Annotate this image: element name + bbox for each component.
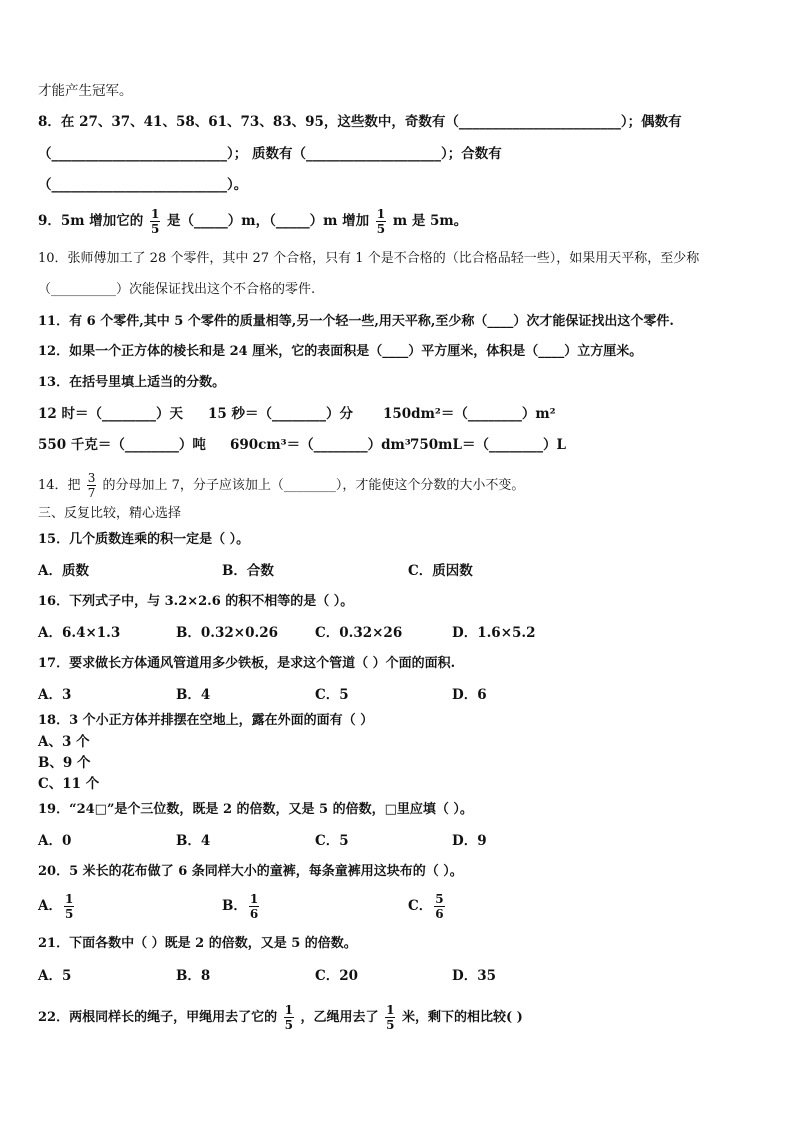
question-12: 12．如果一个正方体的棱长和是 24 厘米，它的表面积是（____）平方厘米，体积是（____）立方厘米。 bbox=[38, 344, 643, 359]
q14-text-2: 的分母加上 7，分子应该加上（________），才能使这个分数的大小不变。 bbox=[102, 478, 525, 493]
q17-option-a[interactable]: A．3 bbox=[38, 687, 72, 703]
numerator: 1 bbox=[64, 892, 74, 906]
question-8-line2: （__________________________）； 质数有（____________________）；合数有 bbox=[38, 146, 502, 162]
q13-item-d: 550 千克＝（________）吨 bbox=[38, 437, 206, 453]
fraction bbox=[249, 892, 259, 921]
q9-text-2: 是（_____）m，（_____）m 增加 bbox=[167, 213, 370, 229]
q17-option-d[interactable]: D．6 bbox=[452, 687, 487, 703]
option-letter: C． bbox=[408, 898, 433, 914]
numerator: 1 bbox=[376, 207, 386, 221]
question-19-stem: 19．“24□”是个三位数，既是 2 的倍数，又是 5 的倍数，□里应填（ ）。 bbox=[38, 802, 473, 817]
q20-option-c[interactable] bbox=[408, 892, 447, 921]
fraction bbox=[376, 207, 386, 236]
q13-item-b: 15 秒＝（________）分 bbox=[208, 406, 353, 422]
question-8-line3: （__________________________）。 bbox=[38, 177, 248, 193]
denominator: 5 bbox=[386, 1018, 395, 1032]
q22-text-2: ，乙绳用去了 bbox=[300, 1010, 379, 1025]
q13-item-e: 690cm³＝（________）dm³ bbox=[230, 437, 411, 453]
option-letter: A． bbox=[38, 898, 62, 914]
question-8-line1: 8．在 27、37、41、58、61、73、83、95，这些数中，奇数有（________________________）；偶数有 bbox=[38, 114, 682, 130]
fraction bbox=[64, 892, 74, 921]
denominator: 5 bbox=[376, 222, 386, 236]
question-11: 11．有 6 个零件,其中 5 个零件的质量相等,另一个轻一些,用天平称,至少称（____）次才能保证找出这个零件. bbox=[38, 314, 674, 329]
q13-item-c: 150dm²＝（________）m² bbox=[383, 406, 556, 422]
q19-option-a[interactable]: A．0 bbox=[38, 833, 72, 849]
question-15-stem: 15．几个质数连乘的积一定是（ ）。 bbox=[38, 532, 250, 547]
option-letter: B． bbox=[222, 898, 247, 914]
numerator: 1 bbox=[386, 1003, 395, 1017]
numerator: 1 bbox=[284, 1003, 293, 1017]
question-10-line2: （__________）次能保证找出这个不合格的零件. bbox=[38, 282, 316, 297]
question-22 bbox=[38, 1003, 523, 1032]
q15-option-b[interactable]: B．合数 bbox=[222, 563, 274, 579]
fraction bbox=[284, 1003, 294, 1032]
q18-option-a[interactable]: A、3 个 bbox=[38, 734, 90, 750]
top-line: 才能产生冠军。 bbox=[38, 83, 133, 99]
question-17-stem: 17．要求做长方体通风管道用多少铁板，是求这个管道（ ）个面的面积. bbox=[38, 656, 456, 671]
q19-option-d[interactable]: D．9 bbox=[452, 833, 487, 849]
denominator: 5 bbox=[64, 907, 74, 921]
question-13-title: 13．在括号里填上适当的分数。 bbox=[38, 375, 226, 390]
fraction bbox=[385, 1003, 395, 1032]
denominator: 5 bbox=[284, 1018, 293, 1032]
question-14 bbox=[38, 471, 524, 500]
question-21-stem: 21．下面各数中（ ）既是 2 的倍数，又是 5 的倍数。 bbox=[38, 936, 357, 951]
q17-option-c[interactable]: C．5 bbox=[315, 687, 349, 703]
q9-text-3: m 是 5m。 bbox=[392, 213, 468, 229]
q14-text-1: 14．把 bbox=[38, 478, 81, 493]
q15-option-a[interactable]: A．质数 bbox=[38, 563, 89, 579]
q19-option-c[interactable]: C．5 bbox=[315, 833, 349, 849]
q22-text-1: 22．两根同样长的绳子，甲绳用去了它的 bbox=[38, 1010, 278, 1025]
question-9 bbox=[38, 207, 467, 236]
q13-item-a: 12 时＝（________）天 bbox=[38, 406, 183, 422]
question-16-stem: 16．下列式子中，与 3.2×2.6 的积不相等的是（ ）。 bbox=[38, 594, 354, 609]
q15-option-c[interactable]: C．质因数 bbox=[408, 563, 473, 579]
q20-option-b[interactable] bbox=[222, 892, 261, 921]
question-20-stem: 20．5 米长的花布做了 6 条同样大小的童裤，每条童裤用这块布的（ ）。 bbox=[38, 864, 463, 879]
q9-text-1: 9．5m 增加它的 bbox=[38, 213, 144, 229]
q21-option-d[interactable]: D．35 bbox=[452, 968, 496, 984]
q20-option-a[interactable] bbox=[38, 892, 76, 921]
question-18-stem: 18．3 个小正方体并排摆在空地上，露在外面的面有（ ） bbox=[38, 713, 374, 728]
q16-option-d[interactable]: D．1.6×5.2 bbox=[452, 625, 536, 641]
fraction bbox=[87, 471, 97, 500]
denominator: 7 bbox=[87, 486, 96, 500]
fraction bbox=[434, 892, 444, 921]
numerator: 1 bbox=[249, 892, 259, 906]
q16-option-a[interactable]: A．6.4×1.3 bbox=[38, 625, 121, 641]
q22-text-3: 米，剩下的相比较( ) bbox=[401, 1010, 523, 1025]
numerator: 1 bbox=[150, 207, 160, 221]
q18-option-b[interactable]: B、9 个 bbox=[38, 755, 91, 771]
q21-option-a[interactable]: A．5 bbox=[38, 968, 72, 984]
numerator: 3 bbox=[87, 471, 96, 485]
fraction bbox=[150, 207, 160, 236]
q16-option-b[interactable]: B．0.32×0.26 bbox=[176, 625, 278, 641]
q16-option-c[interactable]: C．0.32×26 bbox=[315, 625, 403, 641]
q17-option-b[interactable]: B．4 bbox=[176, 687, 211, 703]
denominator: 6 bbox=[249, 907, 259, 921]
q21-option-b[interactable]: B．8 bbox=[176, 968, 211, 984]
denominator: 6 bbox=[435, 907, 444, 921]
q19-option-b[interactable]: B．4 bbox=[176, 833, 211, 849]
q21-option-c[interactable]: C．20 bbox=[315, 968, 359, 984]
q18-option-c[interactable]: C、11 个 bbox=[38, 776, 100, 792]
denominator: 5 bbox=[150, 222, 160, 236]
numerator: 5 bbox=[435, 892, 444, 906]
q13-item-f: 750mL＝（________）L bbox=[410, 437, 566, 453]
section-3-heading: 三、反复比较，精心选择 bbox=[38, 506, 182, 521]
question-10-line1: 10．张师傅加工了 28 个零件，其中 27 个合格，只有 1 个是不合格的（比合格品轻一些），如果用天平称，至少称 bbox=[38, 251, 700, 266]
